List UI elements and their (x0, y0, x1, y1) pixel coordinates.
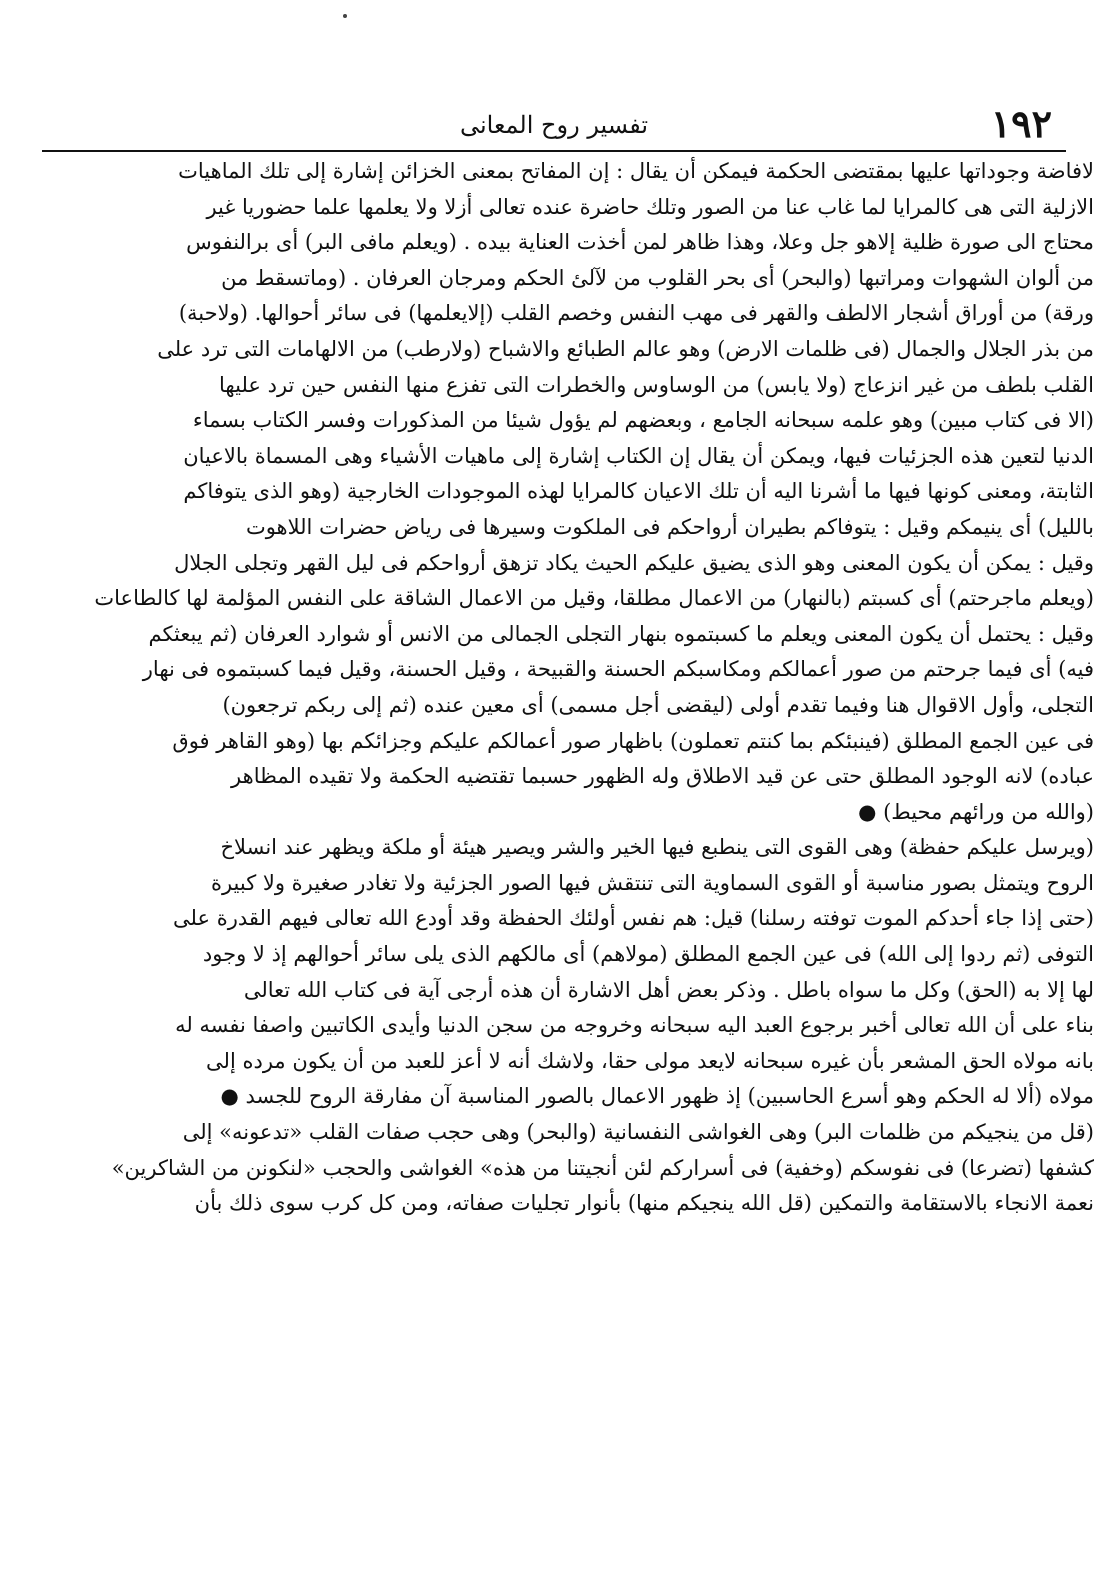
text-line: التوفى (ثم ردوا إلى الله) فى عين الجمع المطلق (مولاهم) أى مالكهم الذى يلى سائر أحوالهم إذ لا وجود (202, 942, 1094, 967)
text-line: لافاضة وجوداتها عليها بمقتضى الحكمة فيمكن أن يقال : إن المفاتح بمعنى الخزائن إشارة إلى تلك الماهيات (178, 159, 1094, 183)
text-line: التجلى، وأول الاقوال هنا وفيما تقدم أولى (ليقضى أجل مسمى) أى معين عنده (ثم إلى ربكم ترجعون) (222, 692, 1094, 717)
text-line: نعمة الانجاء بالاستقامة والتمكين (قل الله ينجيكم منها) بأنوار تجليات صفاته، ومن كل كرب سوى ذلك بأن (194, 1191, 1094, 1216)
page-number: ١٩٢ (990, 101, 1052, 146)
text-line: من ألوان الشهوات ومراتبها (والبحر) أى بحر القلوب من لآلئ الحكم ومرجان العرفان . (وماتسقط من (221, 265, 1094, 290)
text-line: الثابتة، ومعنى كونها فيها ما أشرنا اليه أن تلك الاعيان كالمرايا لهذه الموجودات الخارجية (وهو الذى يتوفاكم (183, 479, 1094, 504)
text-line: الدنيا لتعين هذه الجزئيات فيها، ويمكن أن يقال إن الكتاب إشارة إلى ماهيات الأشياء وهى المسماة بالاعيان (183, 443, 1094, 468)
page-header (40, 102, 1068, 150)
text-line: كشفها (تضرعا) فى نفوسكم (وخفية) فى أسراركم لئن أنجيتنا من هذه» الغواشى والحجب «لنكونن من الشاكرين» (111, 1155, 1094, 1180)
text-line: وقيل : يحتمل أن يكون المعنى ويعلم ما كسبتموه بنهار التجلى الجمالى من الانس أو شوارد العرفان (ثم يبعثكم (148, 621, 1094, 646)
text-line: (ويعلم ماجرحتم) أى كسبتم (بالنهار) من الاعمال مطلقا، وقيل من الاعمال الشاقة على النفس المؤلمة لها كالطاعات (94, 586, 1094, 611)
text-line: ورقة) من أوراق أشجار الالطف والقهر فى مهب النفس وخصم القلب (إلايعلمها) فى سائر أحوالها. (ولاحبة) (178, 301, 1094, 326)
text-line: (حتى إذا جاء أحدكم الموت توفته رسلنا) قيل: هم نفس أولئك الحفظة وقد أودع الله تعالى فيهم القدرة على (173, 906, 1094, 931)
text-line: بناء على أن الله تعالى أخبر برجوع العبد اليه سبحانه وخروجه من سجن الدنيا وأيدى الكاتبين واصفا نفسه له (175, 1013, 1094, 1038)
running-title: تفسير روح المعانى (459, 111, 649, 139)
text-line: (ويرسل عليكم حفظة) وهى القوى التى ينطبع فيها الخير والشر ويصير هيئة أو ملكة ويظهر عند انسلاخ (220, 835, 1094, 860)
text-line: لها إلا به (الحق) وكل ما سواه باطل . وذكر بعض أهل الاشارة أن هذه أرجى آية فى كتاب الله تعالى (243, 977, 1094, 1002)
text-line: (والله من ورائهم محيط) ● (858, 799, 1094, 824)
text-line: الروح ويتمثل بصور مناسبة أو القوى السماوية التى تنتقش فيها الصور الجزئية ولا تغادر صغيرة ولا كبيرة (210, 870, 1094, 895)
text-line: فيه) أى فيما جرحتم من صور أعمالكم ومكاسبكم الحسنة والقبيحة ، وقيل الحسنة، وقيل فيما كسبتموه فى نهار (142, 657, 1094, 682)
text-line: بالليل) أى ينيمكم وقيل : يتوفاكم بطيران أرواحكم فى الملكوت وسيرها فى رياض حضرات اللاهوت (245, 514, 1094, 539)
text-line: (قل من ينجيكم من ظلمات البر) وهى الغواشى النفسانية (والبحر) وهى حجب صفات القلب «تدعونه» إلى (182, 1120, 1094, 1145)
text-line: القلب بلطف من غير انزعاج (ولا يابس) من الوساوس والخطرات التى تفزع منها النفس حين ترد عليها (219, 372, 1094, 397)
body-text (24, 154, 1094, 1222)
stray-dot (343, 14, 347, 18)
text-line: فى عين الجمع المطلق (فينبئكم بما كنتم تعملون) باظهار صور أعمالكم عليكم وجزائكم بها (وهو القاهر فوق (172, 728, 1094, 753)
text-line: الازلية التى هى كالمرايا لما غاب عنا من الصور وتلك حاضرة عنده تعالى أزلا ولا يعلمها علما حضوريا غير (206, 194, 1094, 219)
text-line: عباده) لانه الوجود المطلق حتى عن قيد الاطلاق وله الظهور حسبما تقتضيه الحكمة ولا تقيده المظاهر (231, 764, 1094, 789)
text-line: (الا فى كتاب مبين) وهو علمه سبحانه الجامع ، وبعضهم لم يؤول شيئا من المذكورات وفسر الكتاب بسماء (192, 408, 1094, 433)
header-rule (42, 150, 1066, 152)
text-line: مولاه (ألا له الحكم وهو أسرع الحاسبين) إذ ظهور الاعمال بالصور المناسبة آن مفارقة الروح للجسد ● (220, 1084, 1094, 1109)
text-line: وقيل : يمكن أن يكون المعنى وهو الذى يضيق عليكم الحيث يكاد تزهق أرواحكم فى ليل القهر وتجلى الجلال (174, 550, 1094, 575)
text-line: من بذر الجلال والجمال (فى ظلمات الارض) وهو عالم الطبائع والاشباح (ولارطب) من الالهامات التى ترد على (157, 336, 1094, 361)
text-line: بانه مولاه الحق المشعر بأن غيره سبحانه لايعد مولى حقا، ولاشك أنه لا أعز للعبد من أن يكون مرده إلى (206, 1048, 1094, 1073)
text-line: محتاج الى صورة ظلية إلاهو جل وعلا، وهذا ظاهر لمن أخذت العناية بيده . (ويعلم مافى البر) أى برالنفوس (186, 230, 1094, 255)
